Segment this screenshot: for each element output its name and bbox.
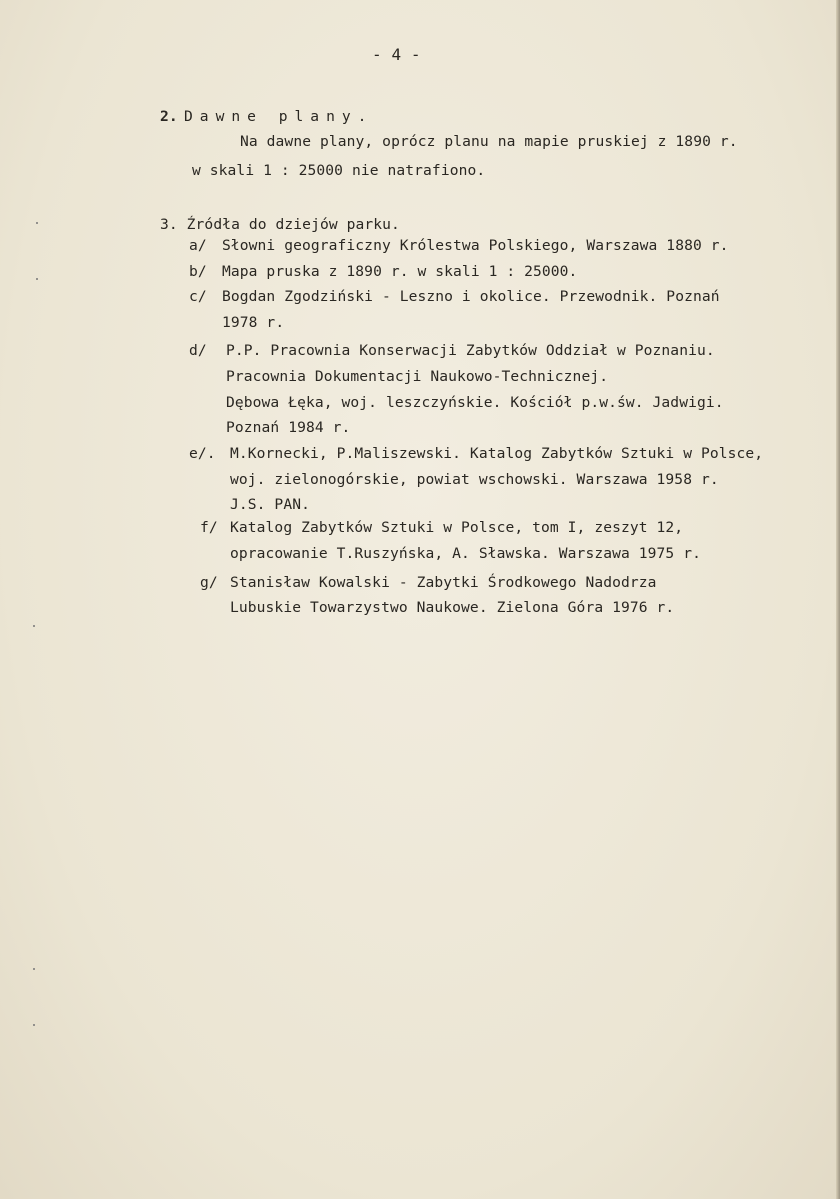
section-2-heading: Dawne plany. xyxy=(184,108,374,125)
item-d-line-2: Pracownia Dokumentacji Naukowo-Technicznej. xyxy=(226,368,609,385)
margin-mark xyxy=(36,278,38,280)
item-f-line-2: opracowanie T.Ruszyńska, A. Sławska. Warszawa 1975 r. xyxy=(230,545,701,562)
item-b-line-1: Mapa pruska z 1890 r. w skali 1 : 25000. xyxy=(222,263,578,280)
item-e-line-3: J.S. PAN. xyxy=(230,496,310,513)
item-d-line-1: P.P. Pracownia Konserwacji Zabytków Oddział w Poznaniu. xyxy=(226,342,715,359)
section-2-number: 2. xyxy=(160,108,178,125)
margin-mark xyxy=(36,222,38,224)
item-c-line-1: Bogdan Zgodziński - Leszno i okolice. Przewodnik. Poznań xyxy=(222,288,720,305)
item-d-line-3: Dębowa Łęka, woj. leszczyńskie. Kościół p.w.św. Jadwigi. xyxy=(226,394,724,411)
item-c-marker: c/ xyxy=(189,288,207,305)
item-g-line-1: Stanisław Kowalski - Zabytki Środkowego Nadodrza xyxy=(230,574,657,591)
margin-mark xyxy=(33,968,35,970)
margin-mark xyxy=(33,625,35,627)
item-d-marker: d/ xyxy=(189,342,207,359)
item-e-line-1: M.Kornecki, P.Maliszewski. Katalog Zabytków Sztuki w Polsce, xyxy=(230,445,764,462)
page-number: - 4 - xyxy=(372,45,421,64)
section-3-heading: 3. Źródła do dziejów parku. xyxy=(160,216,400,233)
item-f-marker: f/ xyxy=(200,519,218,536)
section-2-text-line-1: Na dawne plany, oprócz planu na mapie pruskiej z 1890 r. xyxy=(240,133,738,150)
item-c-line-2: 1978 r. xyxy=(222,314,285,331)
item-e-marker: e/. xyxy=(189,445,216,462)
item-e-line-2: woj. zielonogórskie, powiat wschowski. Warszawa 1958 r. xyxy=(230,471,719,488)
margin-mark xyxy=(33,1024,35,1026)
item-f-line-1: Katalog Zabytków Sztuki w Polsce, tom I, zeszyt 12, xyxy=(230,519,684,536)
item-g-line-2: Lubuskie Towarzystwo Naukowe. Zielona Góra 1976 r. xyxy=(230,599,675,616)
item-b-marker: b/ xyxy=(189,263,207,280)
item-g-marker: g/ xyxy=(200,574,218,591)
page-edge-shadow xyxy=(836,0,840,1199)
item-a-marker: a/ xyxy=(189,237,207,254)
item-a-line-1: Słowni geograficzny Królestwa Polskiego, Warszawa 1880 r. xyxy=(222,237,729,254)
section-2-text-line-2: w skali 1 : 25000 nie natrafiono. xyxy=(192,162,486,179)
item-d-line-4: Poznań 1984 r. xyxy=(226,419,351,436)
